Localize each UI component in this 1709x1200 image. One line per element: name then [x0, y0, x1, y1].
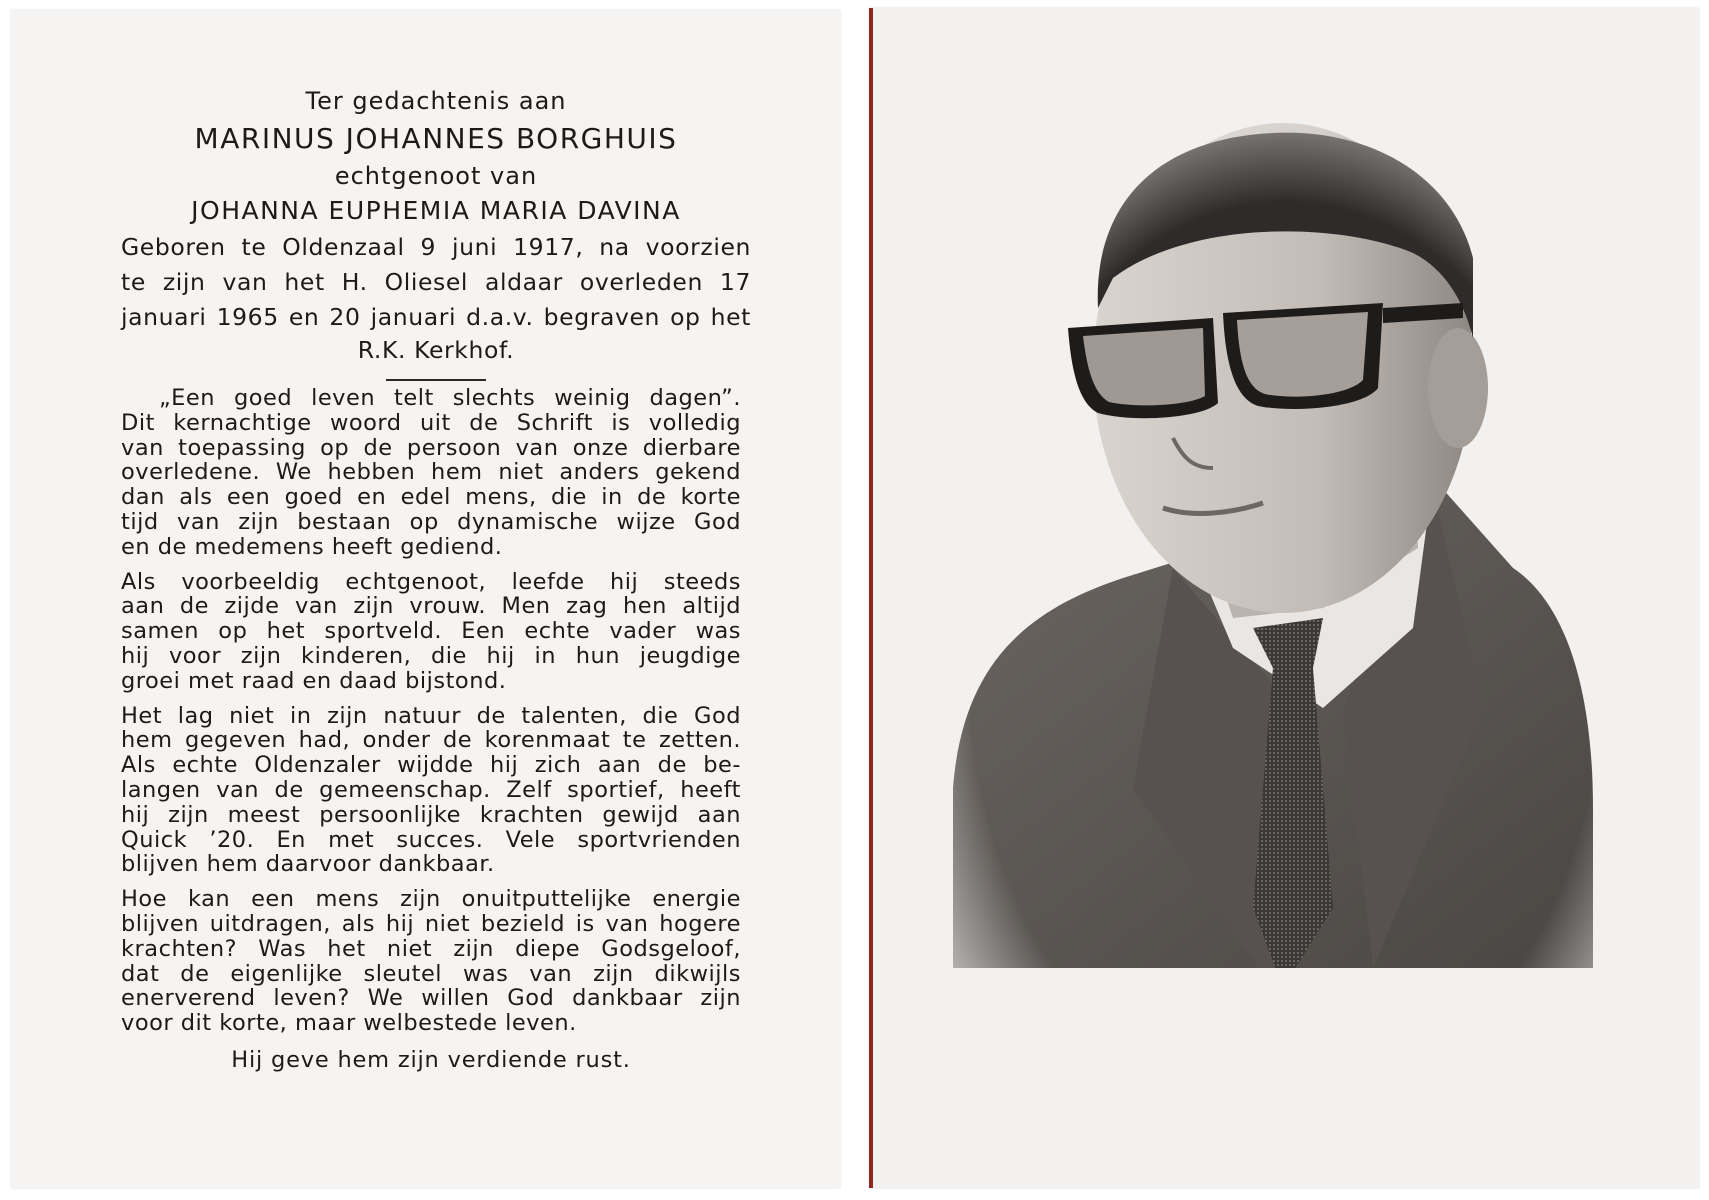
text-line: hij zijn meest persoonlijke krachten gewijd aan: [121, 801, 741, 828]
photo-card: [869, 8, 1699, 1188]
intro-line: Ter gedachtenis aan: [305, 87, 567, 115]
text-line: „Een goed leven telt slechts weinig dagen”.: [159, 385, 741, 411]
bio-block: [121, 231, 751, 367]
spouse-label: echtgenoot van: [334, 162, 538, 190]
text-line: Dit kernachtige woord uit de Schrift is volledig: [121, 409, 741, 436]
paragraph: [121, 570, 741, 694]
text-line: groei met raad en daad bijstond.: [121, 667, 507, 694]
text-line: enerverend leven? We willen God dankbaar zijn: [121, 985, 741, 1012]
text-line: tijd van zijn bestaan op dynamische wijze God: [121, 508, 741, 535]
spouse-name: JOHANNA EUPHEMIA MARIA DAVINA: [191, 196, 681, 225]
eulogy-text: [121, 386, 741, 1073]
divider: [386, 379, 486, 381]
text-line: dan als een goed en edel mens, die in de korte: [121, 484, 741, 511]
text-line: dat de eigenlijke sleutel was van zijn dikwijls: [121, 960, 741, 987]
text-line: samen op het sportveld. Een echte vader was: [121, 618, 741, 645]
text-line: krachten? Was het niet zijn diepe Godsgeloof,: [121, 935, 741, 962]
text-line: blijven hem daarvoor dankbaar.: [121, 851, 495, 878]
paragraph: [121, 887, 741, 1036]
memorial-text-card: [11, 10, 840, 1188]
text-line: hij voor zijn kinderen, die hij in hun jeugdige: [121, 642, 741, 669]
text-line: hem gegeven had, onder de korenmaat te zetten.: [121, 727, 741, 754]
card-header: [121, 85, 751, 397]
text-line: voor dit korte, maar welbestede leven.: [121, 1010, 577, 1037]
text-line: overledene. We hebben hem niet anders gekend: [121, 459, 741, 486]
text-line: aan de zijde van zijn vrouw. Men zag hen altijd: [121, 593, 741, 620]
bio-line: januari 1965 en 20 januari d.a.v. begraven op het: [121, 303, 751, 331]
paragraph: [121, 704, 741, 878]
portrait-photo: [873, 8, 1699, 1188]
bio-line: R.K. Kerkhof.: [357, 336, 515, 364]
text-line: Als echte Oldenzaler wijdde hij zich aan de be-: [121, 752, 741, 779]
text-line: blijven uitdragen, als hij niet bezield is van hogere: [121, 910, 741, 937]
text-line: Het lag niet in zijn natuur de talenten, die God: [121, 702, 741, 729]
text-line: langen van de gemeenschap. Zelf sportief, heeft: [121, 776, 741, 803]
text-line: van toepassing op de persoon van onze dierbare: [121, 434, 741, 461]
paragraph: [121, 386, 741, 560]
closing-line: Hij geve hem zijn verdiende rust.: [231, 1046, 631, 1073]
text-line: en de medemens heeft gediend.: [121, 533, 503, 560]
deceased-name: MARINUS JOHANNES BORGHUIS: [194, 122, 678, 155]
text-line: Quick ’20. En met succes. Vele sportvrienden: [121, 826, 741, 853]
text-line: Hoe kan een mens zijn onuitputtelijke energie: [121, 886, 741, 913]
bio-line: Geboren te Oldenzaal 9 juni 1917, na voorzien: [121, 233, 751, 261]
text-line: Als voorbeeldig echtgenoot, leefde hij steeds: [121, 568, 741, 595]
bio-line: te zijn van het H. Oliesel aldaar overleden 17: [121, 268, 751, 296]
